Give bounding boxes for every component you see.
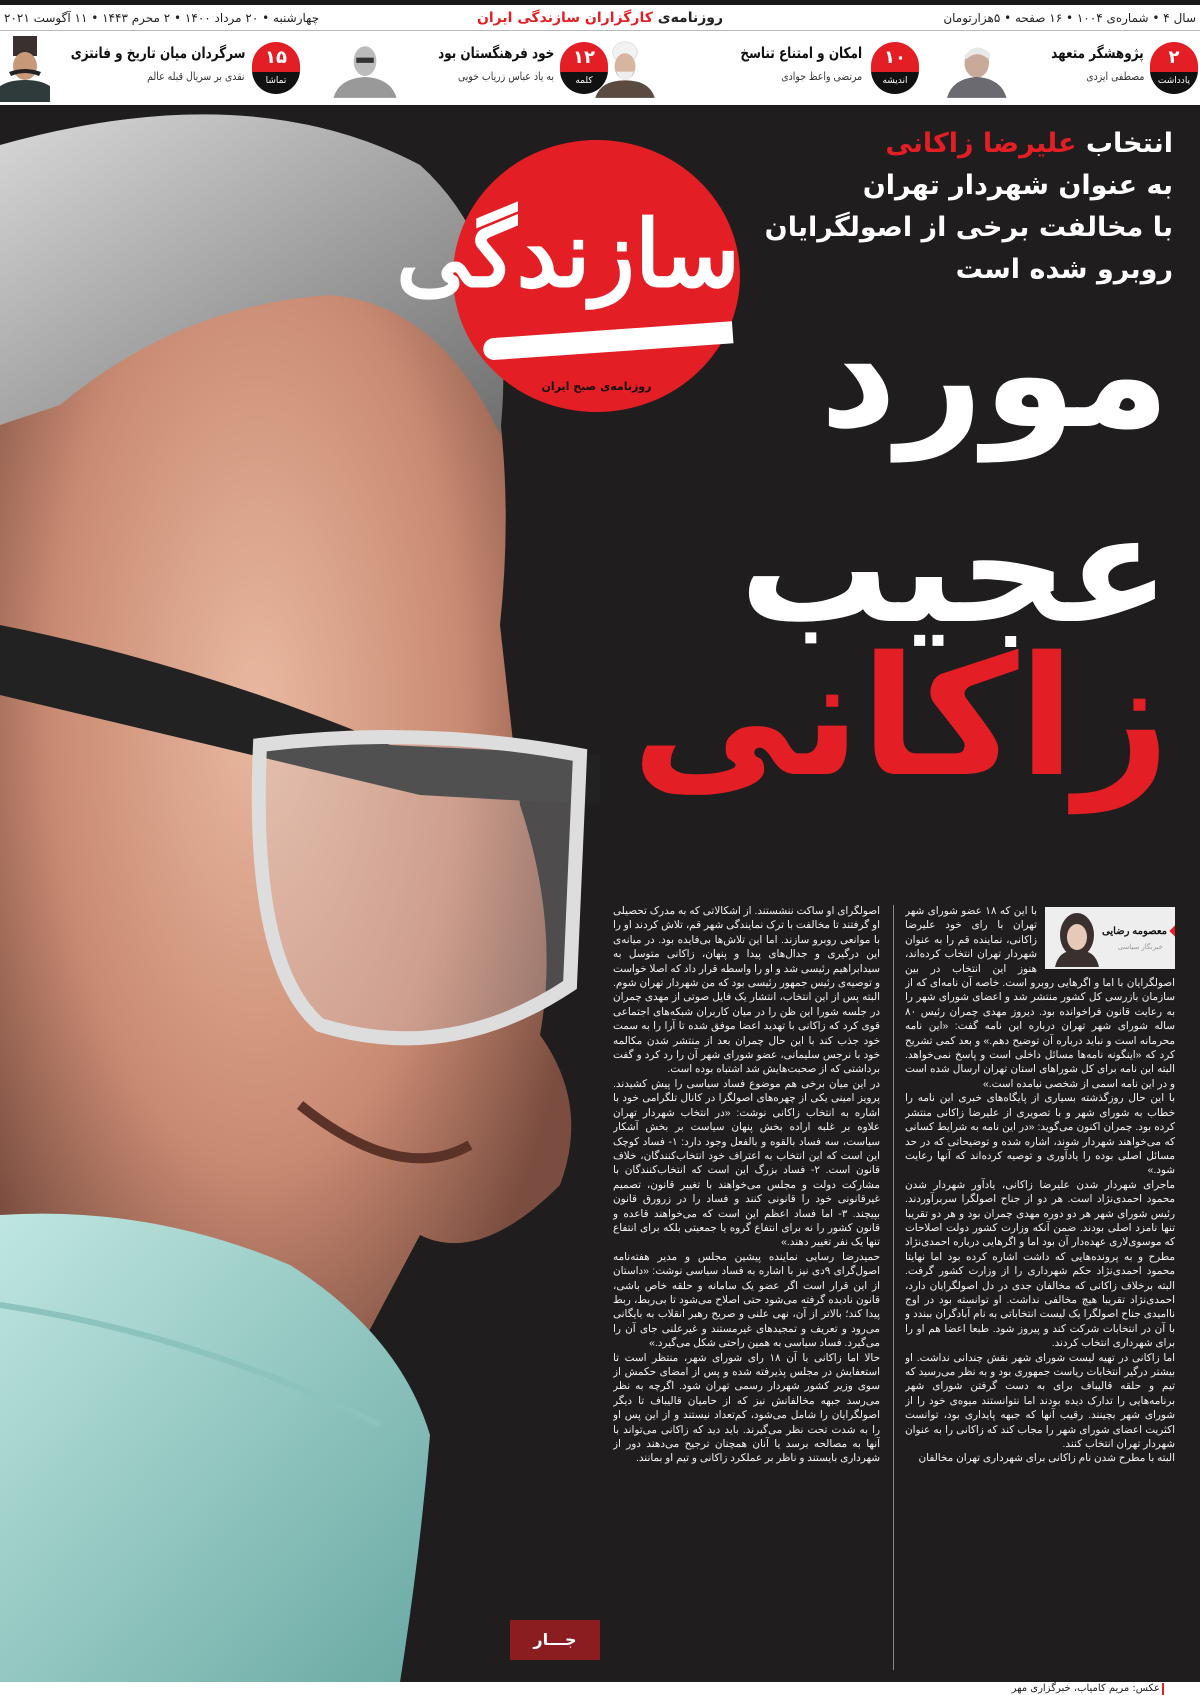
teaser-subtitle: مرتضی واعظ جوادی [781, 70, 862, 83]
headline-line-1: مورد [819, 288, 1170, 462]
section-label: اندیشه [871, 72, 919, 94]
teaser-photo [0, 36, 50, 102]
page-number: ۱۰ [871, 42, 919, 72]
author-name: معصومه رضایی [1102, 926, 1167, 937]
article-paragraph: حمیدرضا رسایی نماینده پیشین مجلس و مدیر هفته‌نامه اصول‌گرای ۹دی نیز با اشاره به فساد سیاسی نوشت: «داستان از این قرار است اگر عضو یک سامانه و حلقه خاص باشی، قانون نادیده گرفته می‌شود حتی اصلاح می‌شود تا بی‌ربط، ربط پیدا کند؛ بالاتر از آن، نهی علنی و صریح رهبر انقلاب به بایگانی می‌رود و تعریف و تمجیدهای غیرمستند و غیرعلنی جای آن را می‌گیرد. فساد سیاسی به همین راحتی شکل می‌گیرد.» [613, 1251, 880, 1350]
front-page-main [0, 105, 1200, 1682]
subhead-line: روبرو شده است [955, 254, 1173, 285]
teaser-subtitle: به یاد عباس زریاب خویی [457, 70, 554, 83]
teaser-subtitle: مصطفی ایزدی [1085, 70, 1144, 83]
publisher-prefix: روزنامه‌ی [657, 10, 724, 26]
teaser-photo [330, 36, 400, 102]
author-box [1045, 907, 1175, 969]
teaser-title: خود فرهنگستان بود [437, 44, 554, 62]
masthead-logo [396, 140, 740, 412]
article-paragraph: حالا اما زاکانی با آن ۱۸ رای شورای شهر، منتظر است تا استعفایش در مجلس پذیرفته شده و پس از امضای حکمش از سوی وزیر کشور شهردار رسمی تهران شود. اگرچه به نظر می‌رسد جبهه مخالفانش نیز که از حامیان قالیباف تا دیگر اصولگرایان را شامل می‌شود، کم‌تعداد نیستند و از این پس او را به شدت تحت نظر می‌گیرند. باید دید که زاکانی می‌تواند با آنها به مصالحه برسد یا آنان همچنان ترجیح می‌دهند دور از شهرداری بایستند و ناظر بر عملکرد زاکانی و تیم او بمانند. [613, 1352, 880, 1465]
page-number: ۱۲ [560, 42, 608, 72]
subheadline [753, 123, 1173, 291]
teaser-2[interactable] [580, 34, 908, 104]
page-badge [1150, 42, 1198, 94]
teaser-1[interactable] [880, 34, 1200, 104]
headline-line-2: عجیب [739, 483, 1170, 657]
article-paragraph: اصولگرای او ساکت ننشستند. از اشکالاتی که به مدرک تحصیلی او گرفتند تا مخالفت با ترک نمایندگی شهر قم، تلاش کردند او را با موانعی روبرو سازند. اما این تلاش‌ها بی‌فایده بود. در میانه‌ی این درگیری و جدال‌های پیدا و پنهان، زاکانی متوسل به سیدابراهیم رئیسی شد و او را واسطه قرار داد که اصلا خواست و توصیه‌ی رئیس جمهور رئیسی بود که من شهردار تهران شوم. البته پس از این انتخاب، انتشار یک فایل صوتی از مهدی چمران در جلسه شورا این ظن را در میان کاربران شبکه‌های اجتماعی قوی کرد که زاکانی با تهدید اعضا موفق شده تا آرا را به سمت خود جذب کند با این حال چمران بعد از منتشر شدن مکالمه خود با نرجس سلیمانی، عضو شورای شهر آن را رد کرد و گفت برداشتی که از صحبت‌هایش شد اشتباه بوده است. [613, 906, 880, 1076]
subhead-line: با مخالفت برخی از اصولگرایان [764, 212, 1173, 243]
page-number: ۲ [1150, 42, 1198, 72]
article-paragraph: در این میان برخی هم موضوع فساد سیاسی را پیش کشیدند. پرویز امینی یکی از چهره‌های اصولگرا در کانال تلگرامی خود با اشاره به انتخاب زاکانی نوشت: «در انتخاب شهردار تهران علاوه بر غلبه اراده بخش پنهان سیاست بر بخش آشکار سیاست، سه فساد بالقوه و بالفعل وجود دارد: ۱- فساد کوچک این است که این انتخاب به اعتراف خود انتخاب‌کنندگان، خلاف قانون است. ۲- فساد بزرگ این است که انتخاب‌کنندگان با مشارکت دولت و مجلس می‌خواهند با تغییر قانون، تصمیم غیرقانونی خود را قانونی کنند و فساد را در زرورق قانون بپیچند. ۳- اما فساد اعظم این است که می‌خواهند قاعده و قانون کشور را نه برای انتفاع گروه یا جمعیتی بلکه برای انتفاع تنها یک نفر تغییر دهند.» [613, 1078, 880, 1249]
headline-line-3: زاکانی [631, 621, 1170, 813]
article-column-right [905, 905, 1175, 1670]
publisher-name: کارگزاران سازندگی ایران [476, 10, 653, 26]
section-label: یادداشت [1150, 72, 1198, 94]
page-badge [871, 42, 919, 94]
page-badge [252, 42, 300, 94]
caption-marker [1162, 1683, 1164, 1695]
page-number: ۱۵ [252, 42, 300, 72]
teaser-4[interactable] [0, 34, 305, 104]
article-paragraph: با این که ۱۸ عضو شورای شهر تهران با رای خود علیرضا زاکانی، نماینده قم را به عنوان شهردار تهران انتخاب کرده‌اند، هنوز این انتخاب در بین اصولگرایان با اما و اگرهایی روبرو است. خاصه آن نامه‌ای که از سازمان بازرسی کل کشور منتشر شد و اعضای شورای شهر را به رعایت قانون فراخوانده بود. دیروز مهدی چمران رئیس ۸۰ ساله شورای شهر تهران درباره این نامه گفت: «این نامه محرمانه است و نباید درباره آن توضیح دهم.» و بعد کمی تشریح کرد که «اینگونه نامه‌ها مسائل داخلی است و پاسخ نمی‌خواهد. البته این نامه برای کل شوراهای استان تهران ارسال شده است و در این نامه اسمی از شخصی نیامده است.» [905, 906, 1175, 1090]
issue-date: چهارشنبه • ۲۰ مرداد ۱۴۰۰ • ۲ محرم ۱۴۴۳ • ۱۱ آگوست ۲۰۲۱ [4, 11, 320, 25]
logo-tagline: روزنامه‌ی صبح ایران [541, 380, 652, 393]
logo-swash [483, 321, 734, 360]
teaser-photo [940, 36, 1010, 102]
subhead-highlight: علیرضا زاکانی [885, 128, 1077, 159]
author-marker [1169, 925, 1175, 936]
article-paragraph: با این حال روزگذشته بسیاری از پایگاه‌های خبری این نامه را خطاب به شورای شهر و با تصویری از علیرضا زاکانی منتشر کرده بود. چمران اکنون می‌گوید: «در این نامه به شرایط کسانی که می‌خواهند شهردار شوند، اشاره شده و توضیحاتی که در حد مسائل اصلی بوده را یادآوری و توصیه کرده‌اند که آنها رعایت شود.» [905, 1093, 1175, 1177]
section-label: تماشا [252, 72, 300, 94]
top-rule [0, 0, 1200, 5]
watermark-logo: جـــار [510, 1620, 600, 1660]
subhead-prefix: انتخاب [1085, 128, 1173, 159]
header-divider [0, 30, 1200, 31]
teaser-title: پژوهشگر متعهد [1051, 44, 1144, 62]
article-paragraph: البته با مطرح شدن نام زاکانی برای شهرداری تهران مخالفان [918, 1453, 1175, 1465]
issue-info: سال ۴ • شماره‌ی ۱۰۰۴ • ۱۶ صفحه • ۵هزارتومان [943, 11, 1196, 25]
teaser-subtitle: نقدی بر سریال قبله عالم [147, 70, 245, 83]
teaser-title: سرگردان میان تاریخ و فانتزی [70, 44, 245, 62]
article-column-middle [613, 905, 880, 1670]
author-photo [1049, 909, 1105, 967]
article-paragraph: ماجرای شهردار شدن علیرضا زاکانی، یادآور شهردار شدن محمود احمدی‌نژاد است. هر دو از جناح اصولگرا سربرآوردند. رئیس شورای شهر هر دو دوره مهدی چمران بود و هر دو تقریبا تنها نامزد اصلی بودند. ضمن آنکه وزارت کشور دولت اصلاحات که موسوی‌لاری عهده‌دار آن بود اما و اگرهایی درباره احمدی‌نژاد مطرح و به پرونده‌هایی که داشت اشاره کرده بود اما نهایتا محمود احمدی‌نژاد حکم شهرداری را از وزارت کشور گرفت. البته برخلاف زاکانی که مخالفان جدی در دل اصولگرایان دارد، احمدی‌نژاد تقریبا هیچ مخالفی نداشت. او توانسته بود در اوج ناامیدی جناح اصولگرا یک لیست انتخاباتی به نام آبادگران ببندد و با آن در انتخابات شرکت کند و پیروز شود. طبعا اعضا هم او را برای شهرداری انتخاب کردند. [905, 1179, 1175, 1350]
teaser-title: امکان و امتناع تناسخ [740, 44, 862, 62]
author-role: خبرنگار سیاسی [1117, 944, 1163, 951]
subhead-line: به عنوان شهردار تهران [862, 170, 1173, 201]
logo-wordmark: سازندگی [396, 200, 740, 308]
column-divider [893, 905, 894, 1670]
photo-caption: عکس: مریم کامیاب، خبرگزاری مهر [1011, 1683, 1160, 1694]
article-paragraph: اما زاکانی در تهیه لیست شورای شهر نقش چندانی نداشت. او بیشتر درگیر انتخابات ریاست جمهوری بود و به نظر می‌رسید که تیم و حلقه قالیباف برای به دست گرفتن شورای شهر برنامه‌هایی را تدارک دیده بودند اما نتوانستند میوه‌ی خود را از شورای شهر بچینند. رقیب آنها که جبهه پایداری بود، توانست اکثریت اعضای شورای شهر را مجاب کند که زاکانی را به عنوان شهردار تهران انتخاب کنند. [905, 1352, 1175, 1451]
section-label: کلمه [560, 72, 608, 94]
teaser-3[interactable] [300, 34, 610, 104]
page-badge [560, 42, 608, 94]
